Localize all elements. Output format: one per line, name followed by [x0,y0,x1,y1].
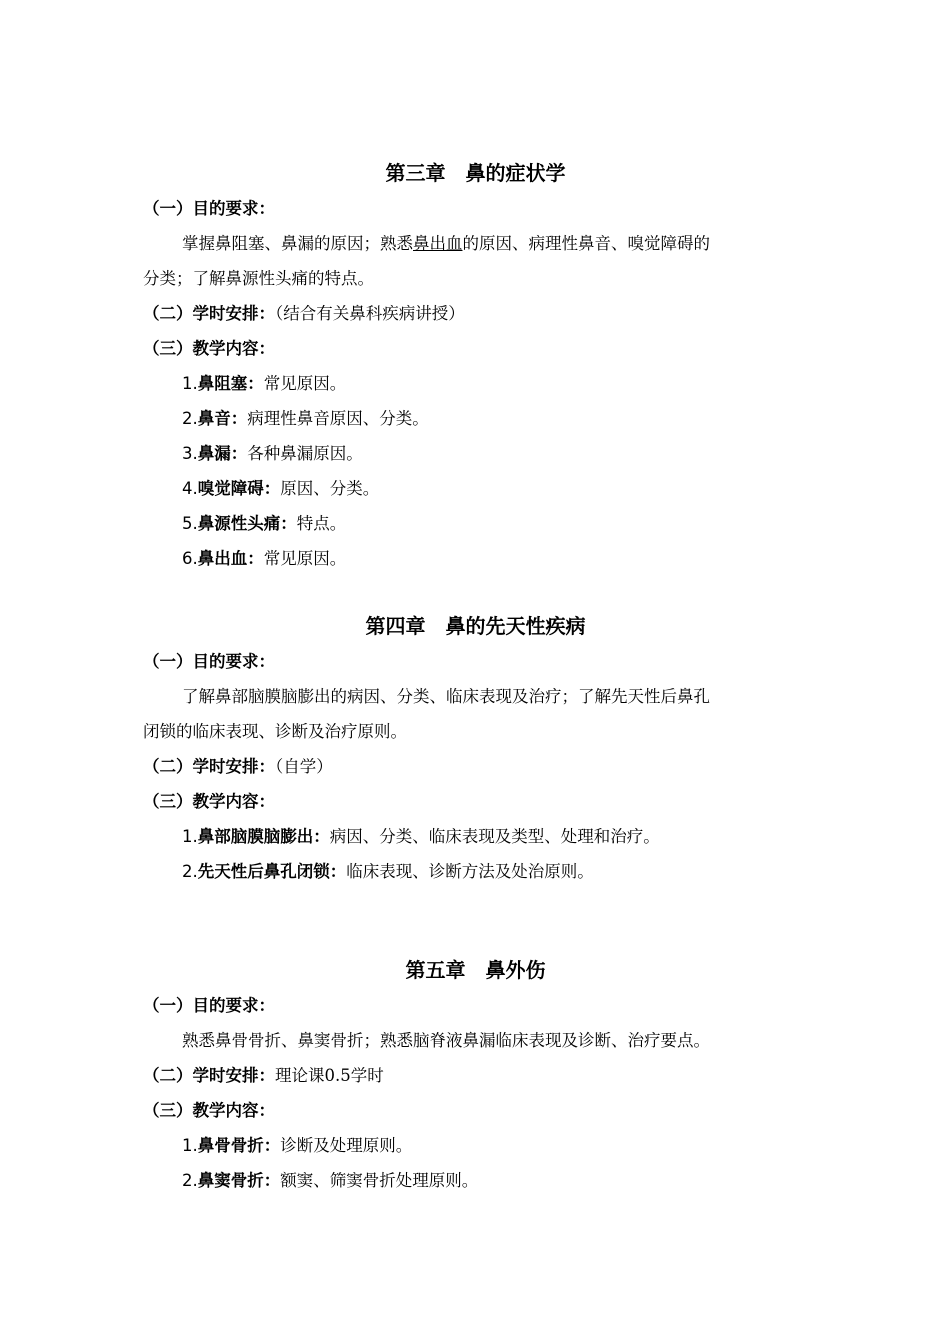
item-number: 2. [182,1171,198,1190]
content-item [143,541,808,576]
content-label: （三）教学内容： [143,792,275,811]
goal-heading [143,191,808,226]
content-item [143,854,808,889]
goal-text-line-1 [143,226,808,261]
content-heading [143,331,808,366]
content-item [143,1128,808,1163]
item-term: 鼻窦骨折： [197,1171,281,1190]
item-term: 鼻出血： [197,549,264,568]
item-number: 1. [182,1136,198,1155]
goal-label: （一）目的要求： [143,199,275,218]
goal-text-line-2: 分类；了解鼻源性头痛的特点。 [143,269,374,288]
goal-text-line-2: 闭锁的临床表现、诊断及治疗原则。 [143,722,407,741]
item-term: 鼻阻塞： [197,374,264,393]
goal-text-part-a: 掌握鼻阻塞、鼻漏的原因；熟悉 [182,234,413,253]
item-desc: 各种鼻漏原因。 [247,444,363,463]
goal-label: （一）目的要求： [143,996,275,1015]
content-item [143,471,808,506]
item-desc: 特点。 [296,514,347,533]
item-desc: 病因、分类、临床表现及类型、处理和治疗。 [329,827,660,846]
content-label: （三）教学内容： [143,1101,275,1120]
hours-value: （自学） [275,757,333,776]
item-desc: 额窦、筛窦骨折处理原则。 [280,1171,479,1190]
item-term: 鼻源性头痛： [197,514,297,533]
content-item [143,401,808,436]
content-heading [143,1093,808,1128]
item-desc: 病理性鼻音原因、分类。 [247,409,429,428]
item-term: 嗅觉障碍： [197,479,281,498]
hours-value: 理论课0.5学时 [275,1066,384,1085]
item-term: 鼻骨骨折： [197,1136,281,1155]
item-number: 2. [182,862,198,881]
goal-text-line-1: 了解鼻部脑膜脑膨出的病因、分类、临床表现及治疗；了解先天性后鼻孔 [182,687,710,706]
chapter-5 [143,952,808,1198]
content-item [143,366,808,401]
goal-text-part-b: 的原因、病理性鼻音、嗅觉障碍的 [462,234,710,253]
chapter-3 [143,155,808,576]
item-term: 鼻音： [197,409,248,428]
content-item [143,506,808,541]
item-desc: 常见原因。 [263,374,347,393]
content-label: （三）教学内容： [143,339,275,358]
underlined-term: 鼻出血 [413,234,463,253]
goal-text-line-1: 熟悉鼻骨骨折、鼻窦骨折；熟悉脑脊液鼻漏临床表现及诊断、治疗要点。 [182,1031,710,1050]
item-number: 2. [182,409,198,428]
hours-row [143,1058,808,1093]
chapter-4 [143,608,808,889]
hours-label: （二）学时安排： [143,757,275,776]
content-item [143,1163,808,1198]
hours-value: （结合有关鼻科疾病讲授） [275,304,465,323]
item-number: 3. [182,444,198,463]
item-number: 5. [182,514,198,533]
content-heading [143,784,808,819]
item-desc: 原因、分类。 [280,479,380,498]
hours-row [143,749,808,784]
goal-heading [143,644,808,679]
chapter-title: 第五章 鼻外伤 [405,958,546,982]
item-term: 鼻部脑膜脑膨出： [197,827,330,846]
item-number: 6. [182,549,198,568]
content-item [143,819,808,854]
goal-heading [143,988,808,1023]
chapter-title: 第三章 鼻的症状学 [385,161,566,185]
hours-label: （二）学时安排： [143,1066,275,1085]
content-item [143,436,808,471]
item-desc: 常见原因。 [263,549,347,568]
chapter-title: 第四章 鼻的先天性疾病 [365,614,586,638]
item-number: 1. [182,374,198,393]
item-number: 4. [182,479,198,498]
hours-label: （二）学时安排： [143,304,275,323]
hours-row [143,296,808,331]
item-number: 1. [182,827,198,846]
item-desc: 临床表现、诊断方法及处治原则。 [346,862,594,881]
item-term: 先天性后鼻孔闭锁： [197,862,347,881]
item-desc: 诊断及处理原则。 [280,1136,413,1155]
item-term: 鼻漏： [197,444,248,463]
goal-label: （一）目的要求： [143,652,275,671]
